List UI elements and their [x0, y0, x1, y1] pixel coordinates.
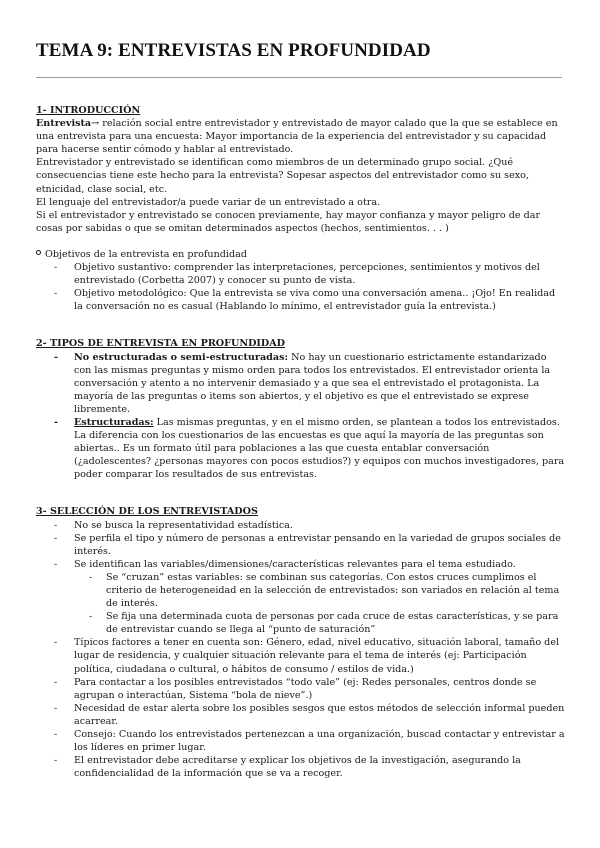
list-item: - No estructuradas o semi-estructuradas: No hay un cuestionario estrictamente estandarizado con las mismas preguntas y mismo orden para todos los entrevistados. El entrevistador orienta la conversación y atento a no intervenir demasiado y a que sea el entrevistado el protagonista. La mayoría de las preguntas o items son abiertos, y el objetivo es que el entrevistado se exprese libremente.: [36, 351, 566, 416]
objectives-list: [36, 261, 566, 313]
circle-bullet-icon: [36, 250, 41, 255]
list-item: - Estructuradas: Las mismas preguntas, y en el mismo orden, se plantean a todos los entrevistados. La diferencia con los cuestionarios de las encuestas es que aquí la mayoría de las preguntas son abiertas.. Es un formato útil para poblaciones a las que cuesta entablar conversación (¿adolescentes? ¿personas mayores con pocos estudios?) y equipos con muchos investigadores, para poder comparar los resultados de sus entrevistas.: [36, 416, 566, 481]
list-item: - Se fija una determinada cuota de personas por cada cruce de estas características, y se para de entrevistar cuando se llega al “punto de saturación”: [36, 610, 566, 636]
intro-paragraph-4: Si el entrevistador y entrevistado se conocen previamente, hay mayor confianza y mayor peligro de dar cosas por sabidas o que se omitan determinados aspectos (hechos, sentimientos. . . ): [36, 209, 541, 234]
intro-paragraph-1-text: → relación social entre entrevistador y entrevistado de mayor calado que la que se establece en una entrevista para una encuesta: Mayor importancia de la experiencia del entrevistador y su capacidad para hacerse sentir cómodo y hablar al entrevistado.: [36, 118, 558, 156]
selection-list: [36, 519, 566, 571]
section-3-heading: 3- SELECCIÓN DE LOS ENTREVISTADOS: [36, 506, 258, 518]
intro-paragraph-2: Entrevistador y entrevistado se identifican como miembros de un determinado grupo social. ¿Qué consecuencias tiene este hecho para la entrevista? Sopesar aspectos del entrevistador como su sexo, etnicidad, clase social, etc.: [36, 157, 530, 195]
document-body: [36, 104, 566, 780]
intro-paragraph-1: [36, 117, 566, 156]
list-item: - Necesidad de estar alerta sobre los posibles sesgos que estos métodos de selección informal pueden acarrear.: [36, 702, 566, 728]
entrevista-term: Entrevista: [36, 118, 92, 130]
list-item: - Para contactar a los posibles entrevistados “todo vale” (ej: Redes personales, centros donde se agrupan o interactúan, Sistema “bola de nieve”.): [36, 676, 566, 702]
type-term: No estructuradas o semi-estructuradas:: [74, 351, 289, 363]
list-item: - Objetivo metodológico: Que la entrevista se viva como una conversación amena.. ¡Ojo! En realidad la conversación no es casual (Hablando lo mínimo, el entrevistador guía la entrevista.): [36, 287, 566, 313]
title-divider: [36, 77, 562, 78]
type-term: Estructuradas:: [74, 416, 154, 428]
list-item: - Objetivo sustantivo: comprender las interpretaciones, percepciones, sentimientos y motivos del entrevistado (Corbetta 2007) y conocer su punto de vista.: [36, 261, 566, 287]
list-item: - No se busca la representatividad estadística.: [36, 519, 566, 532]
objectives-heading: Objetivos de la entrevista en profundidad: [36, 248, 566, 261]
selection-list-continued: [36, 636, 566, 780]
interview-types-list: [36, 351, 566, 482]
section-1-heading: 1- INTRODUCCIÓN: [36, 105, 141, 116]
list-item: - Típicos factores a tener en cuenta son: Género, edad, nivel educativo, situación laboral, tamaño del lugar de residencia, y cualquier situación relevante para el tema de interés (ej: Participación política, ciudadana o cultural, o hábitos de consumo / estilos de vida.): [36, 636, 566, 675]
list-item: - Se “cruzan” estas variables: se combinan sus categorías. Con estos cruces cumplimos el criterio de heterogeneidad en la selección de entrevistados: son variados en relación al tema de interés.: [36, 571, 566, 610]
intro-paragraph-3: El lenguaje del entrevistador/a puede variar de un entrevistado a otra.: [36, 196, 381, 208]
list-item: - Se identifican las variables/dimensiones/características relevantes para el tema estudiado.: [36, 558, 566, 571]
page-title: TEMA 9: ENTREVISTAS EN PROFUNDIDAD: [36, 40, 431, 61]
section-2-heading: 2- TIPOS DE ENTREVISTA EN PROFUNDIDAD: [36, 338, 286, 350]
list-item: - El entrevistador debe acreditarse y explicar los objetivos de la investigación, asegurando la confidencialidad de la información que se va a recoger.: [36, 754, 566, 780]
list-item: - Se perfila el tipo y número de personas a entrevistar pensando en la variedad de grupos sociales de interés.: [36, 532, 566, 558]
selection-sublist: [36, 571, 566, 636]
list-item: - Consejo: Cuando los entrevistados pertenezcan a una organización, buscad contactar y entrevistar a los líderes en primer lugar.: [36, 728, 566, 754]
